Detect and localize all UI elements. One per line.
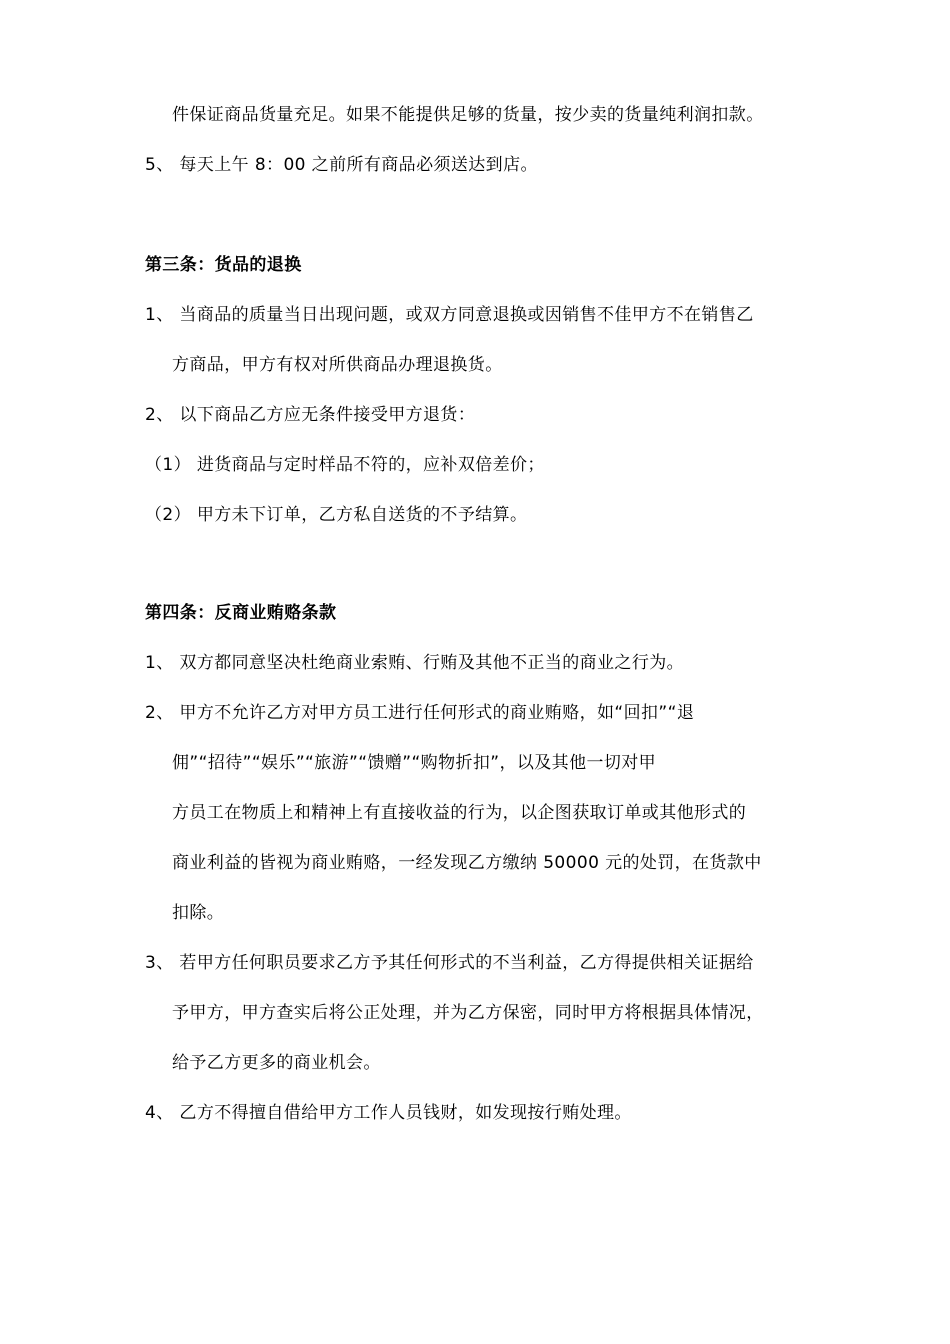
clause-4-2-line-4: 商业利益的皆视为商业贿赂，一经发现乙方缴纳 50000 元的处罚，在货款中 bbox=[172, 853, 762, 873]
clause-4-2-line-3: 方员工在物质上和精神上有直接收益的行为，以企图获取订单或其他形式的 bbox=[172, 803, 747, 823]
clause-4-4: 4、 乙方不得擅自借给甲方工作人员钱财，如发现按行贿处理。 bbox=[145, 1103, 632, 1123]
clause-4-3-line-1: 3、 若甲方任何职员要求乙方予其任何形式的不当利益，乙方得提供相关证据给 bbox=[145, 953, 754, 973]
clause-4-2-line-5: 扣除。 bbox=[172, 903, 225, 923]
clause-3-1-line-2: 方商品，甲方有权对所供商品办理退换货。 bbox=[172, 355, 503, 375]
clause-2-4-continuation: 件保证商品货量充足。如果不能提供足够的货量，按少卖的货量纯利润扣款。 bbox=[172, 105, 764, 125]
article-3-heading: 第三条：货品的退换 bbox=[145, 255, 302, 275]
clause-4-2-line-2: 佣”“招待”“娱乐”“旅游”“馈赠”“购物折扣”，以及其他一切对甲 bbox=[172, 753, 657, 773]
article-4-heading: 第四条：反商业贿赂条款 bbox=[145, 603, 337, 623]
clause-3-2-item-1: （1） 进货商品与定时样品不符的，应补双倍差价； bbox=[145, 455, 545, 475]
clause-4-2-line-1: 2、 甲方不允许乙方对甲方员工进行任何形式的商业贿赂，如“回扣”“退 bbox=[145, 703, 695, 723]
clause-3-2-item-2: （2） 甲方未下订单，乙方私自送货的不予结算。 bbox=[145, 505, 528, 525]
clause-4-1: 1、 双方都同意坚决杜绝商业索贿、行贿及其他不正当的商业之行为。 bbox=[145, 653, 685, 673]
clause-4-3-line-2: 予甲方，甲方查实后将公正处理，并为乙方保密，同时甲方将根据具体情况， bbox=[172, 1003, 764, 1023]
clause-3-2: 2、 以下商品乙方应无条件接受甲方退货： bbox=[145, 405, 476, 425]
clause-2-5: 5、 每天上午 8：00 之前所有商品必须送达到店。 bbox=[145, 155, 538, 175]
clause-3-1-line-1: 1、 当商品的质量当日出现问题，或双方同意退换或因销售不佳甲方不在销售乙 bbox=[145, 305, 754, 325]
clause-4-3-line-3: 给予乙方更多的商业机会。 bbox=[172, 1053, 381, 1073]
